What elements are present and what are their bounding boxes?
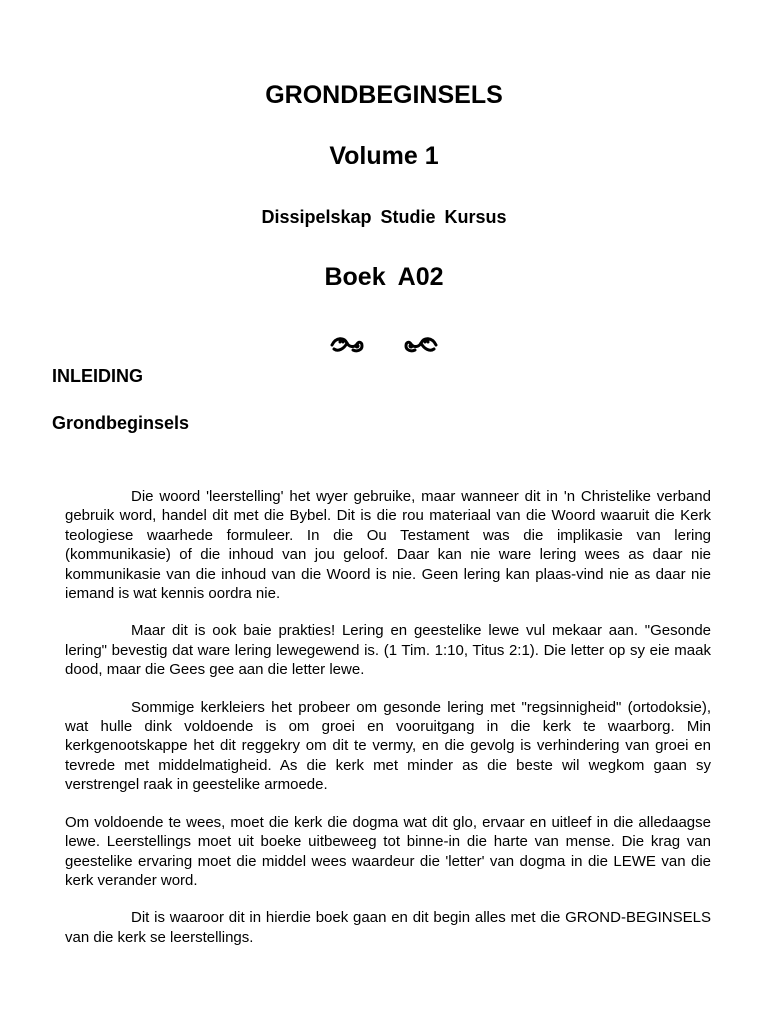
- body-text: [65, 487, 711, 965]
- document-title: GRONDBEGINSELS: [265, 81, 503, 109]
- ornament-divider: [0, 334, 768, 364]
- volume-label: Volume 1: [329, 142, 439, 170]
- section-heading-intro: INLEIDING: [52, 366, 144, 386]
- paragraph: Dit is waaroor dit in hierdie boek gaan en dit begin alles met die GROND-BEGINSELS van die kerk se leerstellings.: [65, 909, 711, 946]
- paragraph: Sommige kerkleiers het probeer om gesonde lering met "regsinnigheid" (ortodoksie), wat hulle dink voldoende is om groei en vooruitgang in die kerk te waarborg. Min kerkgenootskappe het dit reggekry om dit te vermy, en die gevolg is verhindering van groei en tevrede met middelmatigheid. As die kerk met minder as die beste wil wegkom gaan sy verstrengel raak in geestelike armoede.: [65, 698, 711, 794]
- course-subtitle: Dissipelskap Studie Kursus: [261, 207, 507, 227]
- paragraph: Om voldoende te wees, moet die kerk die dogma wat dit glo, ervaar en uitleef in die alledaagse lewe. Leerstellings moet uit boeke uitbeweeg tot binne-in die harte van mense. Die krag van geestelike ervaring moet die middel wees waardeur die 'letter' van dogma in die LEWE van die kerk verander word.: [65, 813, 711, 889]
- book-label: Boek A02: [324, 263, 444, 291]
- left-fleuron-icon: [330, 334, 364, 356]
- paragraph: Maar dit is ook baie prakties! Lering en geestelike lewe vul mekaar aan. "Gesonde lering" bevestig dat ware lering lewegewend is. (1 Tim. 1:10, Titus 2:1). Die letter op sy eie maak dood, maar die Gees gee aan die letter lewe.: [65, 622, 711, 679]
- paragraph: Die woord 'leerstelling' het wyer gebruike, maar wanneer dit in 'n Christelike verband gebruik word, handel dit met die Bybel. Dit is die rou materiaal van die Woord waaruit die Kerk teologiese waarhede formuleer. In die Ou Testament was die implikasie van lering (kommunikasie) of die inhoud van jou geloof. Daar kan nie ware lering wees as daar nie kommunikasie van die inhoud van die Woord is nie. Geen lering kan plaas-vind nie as daar nie iemand is wat kennis oordra nie.: [65, 488, 711, 603]
- section-subheading: Grondbeginsels: [52, 413, 190, 433]
- right-fleuron-icon: [404, 334, 438, 356]
